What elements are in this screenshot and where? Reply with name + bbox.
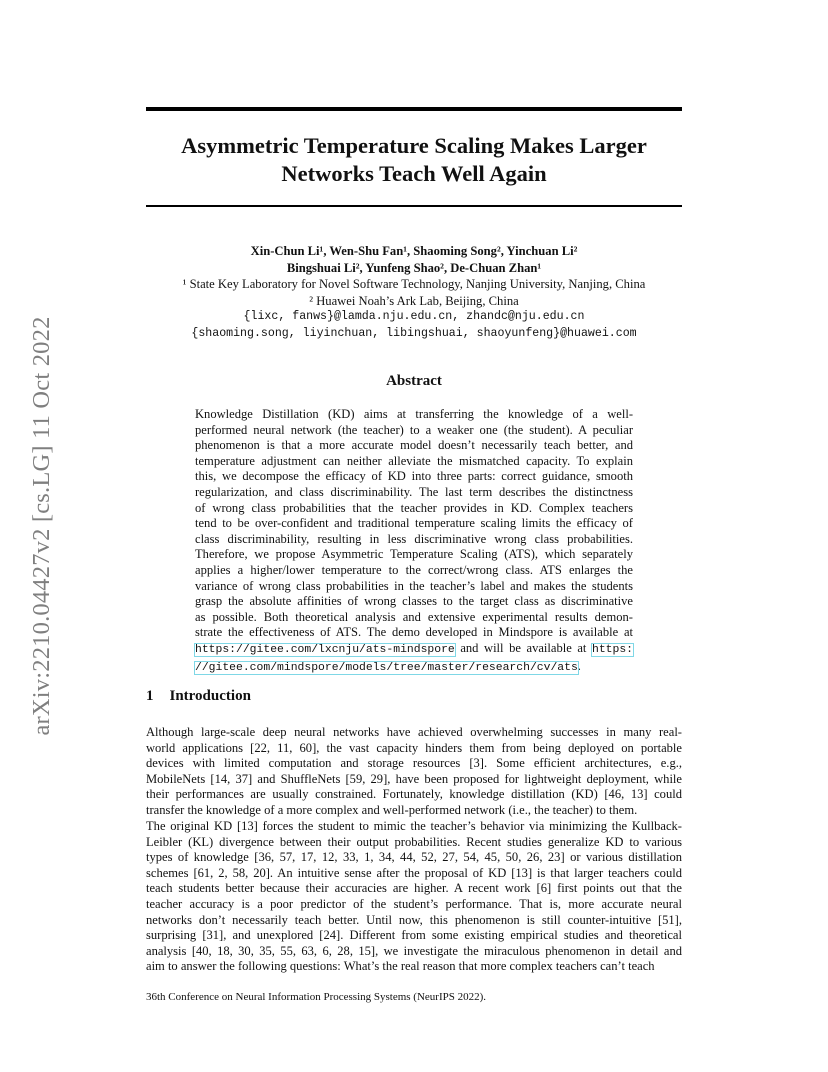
author-block <box>120 243 708 342</box>
title-bottom-rule <box>146 205 682 207</box>
title-top-rule <box>146 107 682 111</box>
paragraph-line: their performances are usually constrained. Fortunately, knowledge distillation (KD) [46, 13] could <box>146 787 682 802</box>
email-line-2: {shaoming.song, liyinchuan, libingshuai, shaoyunfeng}@huawei.com <box>191 326 637 340</box>
abstract-line: phenomenon is that a more accurate model doesn’t necessarily teach better, and <box>195 438 633 453</box>
section-number: 1 <box>146 688 154 704</box>
abstract-line: this, we decompose the efficacy of KD into three parts: correct guidance, smooth <box>195 469 633 484</box>
author-line-2: Bingshuai Li², Yunfeng Shao², De-Chuan Zhan¹ <box>286 260 542 275</box>
arxiv-identifier-text: arXiv:2210.04427v2 [cs.LG] 11 Oct 2022 <box>28 316 55 736</box>
author-line-1: Xin-Chun Li¹, Wen-Shu Fan¹, Shaoming Song², Yinchuan Li² <box>250 244 578 258</box>
section-heading-introduction <box>146 688 251 705</box>
abstract-link-line <box>195 641 633 659</box>
abstract-line: class discriminability, resulting in less discriminative wrong class probabilities. <box>195 531 633 546</box>
repo-link-models-part1[interactable]: https: <box>591 643 633 656</box>
abstract-end: . <box>577 658 581 673</box>
paragraph-line: devices with limited computation and storage resources [3]. Some efficient architectures, e.g., <box>146 756 682 771</box>
intro-paragraph-2 <box>146 819 682 975</box>
affiliation-2: ² Huawei Noah’s Ark Lab, Beijing, China <box>309 293 519 308</box>
abstract-body <box>195 407 633 676</box>
abstract-line: tend to be over-confident and traditional temperature scaling limits the efficacy of <box>195 516 633 531</box>
paragraph-line: networks don’t necessarily teach better. Until now, this phenomenon is still counter-intuitive [51], <box>146 912 682 927</box>
abstract-line: variance of wrong class probabilities in the teacher’s label and makes the students <box>195 578 633 593</box>
abstract-line: applies a higher/lower temperature to the correct/wrong class. ATS enlarges the <box>195 562 633 577</box>
abstract-last-line <box>195 659 633 677</box>
paragraph-line: transfer the knowledge of a more complex and well-performed network (i.e., the teacher) to them. <box>146 802 638 817</box>
paragraph-line: aim to answer the following questions: What’s the real reason that more complex teachers can’t teach <box>146 959 655 974</box>
paper-title <box>146 132 682 188</box>
repo-link-models-part2[interactable]: //gitee.com/mindspore/models/tree/master/research/cv/ats <box>195 661 578 674</box>
paragraph-line: types of knowledge [36, 57, 17, 12, 33, 1, 34, 44, 52, 27, 54, 45, 50, 26, 23] or various distillation <box>146 850 682 865</box>
abstract-line: Therefore, we propose Asymmetric Temperature Scaling (ATS), which separately <box>195 547 633 562</box>
abstract-line: grasp the absolute affinities of wrong classes to the target class as discriminative <box>195 594 633 609</box>
abstract-line: Knowledge Distillation (KD) aims at transferring the knowledge of a well- <box>195 407 633 421</box>
paragraph-line: world applications [22, 11, 60], the vast capacity hinders them from being deployed on portable <box>146 740 682 755</box>
paragraph-line: Leibler (KL) divergence between their output probabilities. Recent studies generalize KD to various <box>146 834 682 849</box>
section-title: Introduction <box>169 688 251 704</box>
title-line-2: Networks Teach Well Again <box>281 161 547 186</box>
abstract-line: regularization, and class discriminability. The last term describes the distinctness <box>195 484 633 499</box>
abstract-line: of wrong class probabilities that the teacher provides in KD. Complex teachers <box>195 500 633 515</box>
abstract-line: temperature adjustment can neither alleviate the mismatched capacity. To explain <box>195 453 633 468</box>
abstract-heading: Abstract <box>386 373 442 389</box>
affiliation-1: ¹ State Key Laboratory for Novel Software Technology, Nanjing University, Nanjing, China <box>182 277 646 291</box>
paragraph-line: schemes [61, 2, 58, 20]. An intuitive sense after the proposal of KD [13] is that larger teachers could <box>146 865 682 880</box>
abstract-line: performed neural network (the teacher) to a weaker one (the student). A peculiar <box>195 422 633 437</box>
paragraph-line: The original KD [13] forces the student to mimic the teacher’s behavior via minimizing the Kullback- <box>146 819 682 833</box>
paragraph-line: analysis [40, 18, 30, 35, 55, 63, 6, 28, 15], we investigate the miraculous phenomenon in detail and <box>146 943 682 958</box>
paragraph-line: surprising [31], and unexplored [24]. Different from some existing empirical studies and theoretical <box>146 928 682 943</box>
paragraph-line: Although large-scale deep neural networks have achieved overwhelming successes in many real- <box>146 725 682 739</box>
abstract-link-connector: and will be available at <box>454 640 592 655</box>
abstract-line: as possible. Both theoretical analysis and extensive experimental results demon- <box>195 609 633 624</box>
paragraph-line: teacher accuracy is a poor predictor of the student’s performance. That is, more accurate neural <box>146 896 682 911</box>
abstract-line: strate the effectiveness of ATS. The demo developed in Mindspore is available at <box>195 625 633 640</box>
title-line-1: Asymmetric Temperature Scaling Makes Larger <box>181 133 647 158</box>
paragraph-line: teach students better because their accuracies are higher. A recent work [6] first points out that the <box>146 881 682 896</box>
conference-footnote: 36th Conference on Neural Information Processing Systems (NeurIPS 2022). <box>146 991 487 1003</box>
email-line-1: {lixc, fanws}@lamda.nju.edu.cn, zhandc@nju.edu.cn <box>243 310 585 323</box>
paragraph-line: MobileNets [14, 37] and ShuffleNets [59, 29], have been proposed for lightweight deployment, while <box>146 771 682 786</box>
intro-paragraph-1 <box>146 725 682 819</box>
repo-link-ats-mindspore[interactable]: https://gitee.com/lxcnju/ats-mindspore <box>195 643 455 656</box>
